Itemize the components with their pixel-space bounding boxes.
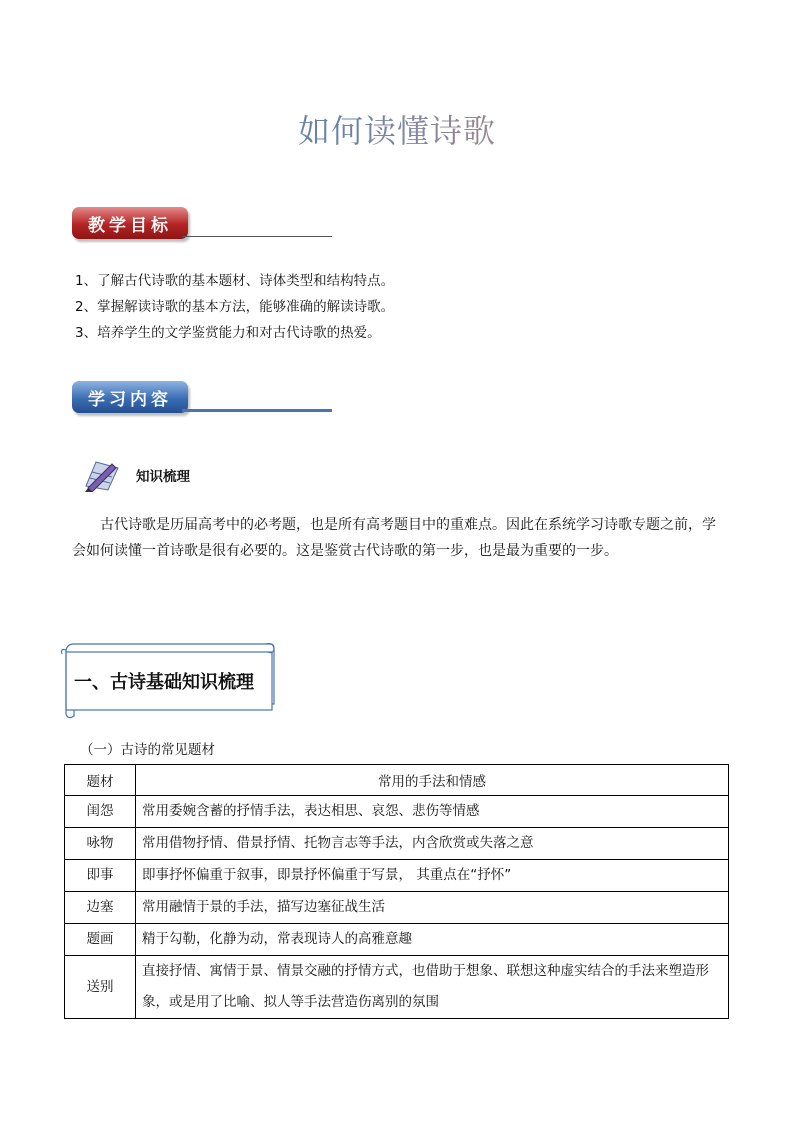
- theme-cell: 闺怨: [65, 796, 136, 828]
- intro-paragraph: 古代诗歌是历届高考中的必考题，也是所有高考题目中的重难点。因此在系统学习诗歌专题之前，学会如何读懂一首诗歌是很有必要的。这是鉴赏古代诗歌的第一步，也是最为重要的一步。: [72, 517, 716, 559]
- column-header-theme: 题材: [65, 765, 136, 796]
- part-one-heading: 一、古诗基础知识梳理: [74, 672, 254, 693]
- technique-cell: 常用融情于景的手法，描写边塞征战生活: [136, 892, 729, 924]
- table-row: [65, 796, 729, 828]
- page-title: 如何读懂诗歌: [0, 106, 794, 152]
- list-item: 2、掌握解读诗歌的基本方法，能够准确的解读诗歌。: [75, 299, 395, 315]
- themes-table: [64, 764, 729, 1019]
- table-row: [65, 860, 729, 892]
- list-item: 1、了解古代诗歌的基本题材、诗体类型和结构特点。: [75, 273, 395, 289]
- section-tag-content-label: 学习内容: [72, 381, 188, 413]
- goals-list: [75, 268, 394, 346]
- technique-cell: 常用借物抒情、借景抒情、托物言志等手法，内含欣赏或失落之意: [136, 828, 729, 860]
- theme-cell: 送别: [65, 956, 136, 1019]
- divider: [182, 236, 332, 237]
- section-tag-goals: [72, 207, 332, 241]
- technique-cell: 即事抒怀偏重于叙事，即景抒怀偏重于写景， 其重点在“抒怀”: [136, 860, 729, 892]
- divider: [182, 409, 332, 412]
- technique-cell: 直接抒情、寓情于景、情景交融的抒情方式，也借助于想象、联想这种虚实结合的手法来塑造形象，或是用了比喻、拟人等手法营造伤离别的氛围: [136, 956, 729, 1019]
- theme-cell: 题画: [65, 924, 136, 956]
- knowledge-heading: [82, 458, 190, 492]
- list-item: 3、培养学生的文学鉴赏能力和对古代诗歌的热爱。: [75, 325, 381, 341]
- table-caption: （一）古诗的常见题材: [80, 742, 215, 758]
- theme-cell: 咏物: [65, 828, 136, 860]
- column-header-technique: 常用的手法和情感: [136, 765, 729, 796]
- table-row: [65, 828, 729, 860]
- section-tag-content: [72, 381, 332, 415]
- knowledge-heading-label: 知识梳理: [136, 469, 190, 485]
- table-row: [65, 924, 729, 956]
- part-one-banner: [58, 640, 278, 720]
- theme-cell: 即事: [65, 860, 136, 892]
- section-tag-goals-label: 教学目标: [72, 207, 188, 239]
- theme-cell: 边塞: [65, 892, 136, 924]
- pencil-ruler-icon: [82, 458, 122, 492]
- table-header-row: [65, 765, 729, 796]
- technique-cell: 精于勾勒，化静为动，常表现诗人的高雅意趣: [136, 924, 729, 956]
- technique-cell: 常用委婉含蓄的抒情手法，表达相思、哀怨、悲伤等情感: [136, 796, 729, 828]
- table-row: [65, 892, 729, 924]
- table-row: [65, 956, 729, 1019]
